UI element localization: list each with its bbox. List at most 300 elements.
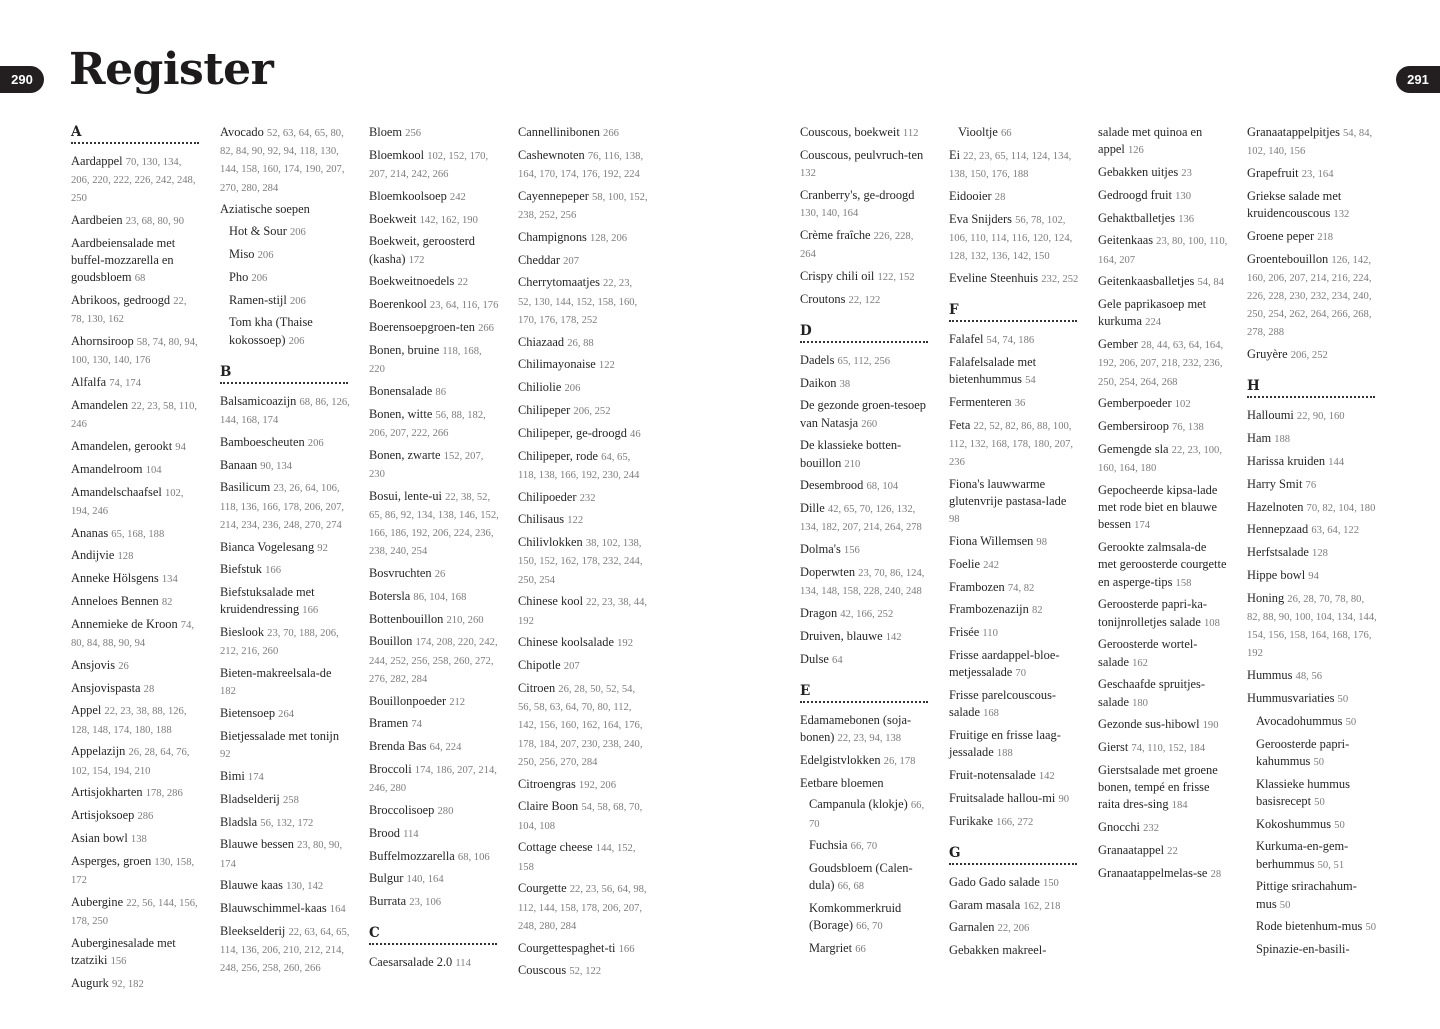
entry-page-numbers: 42, 65, 70, 126, 132, 134, 182, 207, 214, 264, 278 [800, 504, 922, 534]
entry-term: Biefstuksalade met kruidendressing [220, 585, 315, 617]
index-entry [518, 274, 648, 329]
entry-page-numbers: 210, 260 [446, 614, 484, 626]
entry-page-numbers: 112 [902, 128, 919, 139]
entry-term: Ramen-stijl [229, 292, 287, 307]
entry-term: Granaatappelpitjes [1247, 125, 1340, 139]
entry-page-numbers: 76 [1305, 479, 1317, 491]
entry-page-numbers: 52, 122 [569, 966, 602, 978]
index-entry [71, 657, 201, 675]
entry-page-numbers: 68, 104 [866, 481, 899, 493]
entry-page-numbers: 138 [130, 833, 147, 845]
entry-page-numbers: 166 [618, 943, 635, 955]
index-entry [369, 211, 499, 229]
index-entry [1098, 716, 1228, 734]
index-entry [71, 975, 201, 993]
entry-term: Geroosterde papri-ka-tonijnrolletjes salade [1098, 597, 1208, 629]
index-entry [1098, 124, 1228, 159]
entry-page-numbers: 126, 142, 160, 206, 207, 214, 216, 224, 226, 228, 230, 232, 234, 240, 250, 254, 262, 264, 266, 268, 278, 288 [1247, 254, 1372, 339]
index-entry [949, 270, 1079, 288]
entry-page-numbers: 162, 218 [1023, 900, 1061, 912]
index-entry [220, 836, 350, 872]
entry-page-numbers: 26, 28, 64, 76, 102, 154, 194, 210 [71, 747, 190, 777]
entry-page-numbers: 54, 58, 68, 70, 104, 108 [518, 802, 643, 832]
entry-page-numbers: 128 [117, 551, 134, 563]
entry-term: Frisse aardappel-bloe-metjessalade [949, 647, 1060, 680]
entry-page-numbers: 74, 82 [1007, 582, 1035, 594]
entry-page-numbers: 92, 182 [111, 978, 144, 990]
entry-page-numbers: 22, 206 [997, 923, 1030, 935]
entry-page-numbers: 132 [800, 168, 816, 179]
entry-term: Courgette [518, 881, 567, 896]
entry-page-numbers: 94 [175, 442, 186, 453]
entry-page-numbers: 206 [251, 272, 268, 284]
section-letter: A [71, 124, 199, 144]
entry-term: Groentebouillon [1247, 251, 1329, 266]
index-entry [949, 942, 1079, 959]
entry-term: Furikake [949, 813, 994, 828]
index-entry [369, 588, 499, 606]
entry-term: Campanula (klokje) [809, 797, 908, 812]
entry-term: Asperges, groen [71, 853, 152, 868]
section-letter: D [800, 323, 928, 343]
entry-term: Brenda Bas [369, 739, 427, 754]
index-entry [949, 579, 1079, 597]
entry-term: Gierstsalade met groene bonen, tempé en frisse raita dres-sing [1098, 762, 1218, 812]
entry-page-numbers: 82 [161, 596, 173, 608]
entry-page-numbers: 66, 70 [809, 800, 925, 830]
index-entry [949, 647, 1079, 682]
index-entry [800, 775, 930, 792]
entry-page-numbers: 286 [137, 811, 154, 823]
entry-term: Bleekselderij [220, 923, 286, 938]
index-entry [949, 874, 1079, 892]
entry-term: Harry Smit [1247, 476, 1303, 491]
index-entry [1098, 418, 1228, 436]
entry-term: Klassieke hummus basisrecept [1256, 776, 1350, 808]
index-entry [71, 547, 201, 565]
index-entry [1098, 210, 1228, 228]
index-entry [518, 534, 648, 589]
entry-page-numbers: 23, 80, 100, 110, 164, 207 [1098, 236, 1228, 266]
entry-page-numbers: 130, 158, 172 [71, 856, 195, 886]
index-entry [1247, 567, 1377, 585]
entry-page-numbers: 54, 74, 186 [986, 335, 1035, 346]
index-entry [800, 712, 930, 747]
entry-term: Edamamebonen (soja-bonen) [800, 712, 912, 744]
entry-page-numbers: 23, 70, 188, 206, 212, 216, 260 [220, 628, 339, 658]
entry-page-numbers: 50 [1337, 693, 1349, 705]
entry-page-numbers: 172 [408, 254, 425, 266]
index-subentry [800, 796, 930, 832]
entry-term: Gepocheerde kipsa-lade met rode biet en blauwe bessen [1098, 482, 1218, 532]
entry-term: Pittige srirachahum-mus [1256, 879, 1357, 911]
entry-term: Gele paprikasoep met kurkuma [1098, 297, 1207, 329]
entry-term: Hot & Sour [229, 224, 287, 239]
entry-term: Eva Snijders [949, 211, 1012, 226]
entry-term: Abrikoos, gedroogd [71, 293, 171, 308]
entry-page-numbers: 207 [563, 661, 580, 673]
entry-page-numbers: 206 [289, 295, 306, 307]
index-entry [949, 533, 1079, 551]
entry-term: Doperwten [800, 564, 856, 579]
entry-term: Tom kha (Thaise kokossoep) [229, 315, 313, 347]
index-entry [1247, 690, 1377, 708]
entry-term: Amandelen, gerookt [71, 439, 173, 453]
index-entry [1098, 739, 1228, 757]
index-entry [518, 124, 648, 142]
entry-term: Dulse [800, 651, 829, 666]
index-entry [220, 201, 350, 218]
entry-term: Blauwe kaas [220, 878, 283, 893]
index-subentry [220, 269, 350, 287]
entry-term: Bottenbouillon [369, 611, 444, 626]
index-entry [1247, 124, 1377, 160]
entry-page-numbers: 158 [1175, 577, 1192, 589]
entry-term: Geitenkaasballetjes [1098, 274, 1195, 289]
entry-page-numbers: 76, 138 [1172, 422, 1204, 434]
entry-page-numbers: 144, 152, 158 [518, 843, 636, 873]
section-letter: C [369, 925, 497, 945]
entry-term: Annemieke de Kroon [71, 616, 178, 631]
entry-page-numbers: 178, 286 [145, 788, 183, 800]
index-entry [1247, 453, 1377, 471]
entry-term: De gezonde groen-tesoep van Natasja [800, 398, 926, 430]
index-entry [220, 539, 350, 557]
entry-page-numbers: 23, 70, 86, 124, 134, 148, 158, 228, 240, 248 [800, 567, 925, 598]
index-entry [949, 331, 1079, 349]
entry-term: Gruyère [1247, 347, 1288, 362]
entry-term: Bonen, zwarte [369, 447, 441, 462]
entry-term: Bladselderij [220, 791, 280, 806]
entry-page-numbers: 23 [1181, 168, 1192, 179]
entry-page-numbers: 56, 132, 172 [260, 817, 314, 829]
entry-page-numbers: 26, 28, 70, 78, 80, 82, 88, 90, 100, 104, 134, 144, 154, 156, 158, 164, 168, 176, 192 [1247, 593, 1377, 660]
index-entry [949, 394, 1079, 412]
entry-page-numbers: 174, 208, 220, 242, 244, 252, 256, 258, 260, 272, 276, 282, 284 [369, 637, 498, 685]
index-entry [949, 727, 1079, 762]
index-entry [518, 880, 648, 935]
index-entry [220, 877, 350, 895]
entry-term: Couscous [518, 963, 567, 978]
entry-page-numbers: 56, 78, 102, 106, 110, 114, 116, 120, 124, 128, 132, 136, 142, 150 [949, 214, 1073, 262]
entry-term: Harissa kruiden [1247, 454, 1326, 468]
index-entry [369, 848, 499, 866]
entry-term: Gierst [1098, 740, 1129, 755]
index-subentry [220, 314, 350, 349]
entry-page-numbers: 128, 206 [589, 232, 628, 244]
index-entry [1247, 430, 1377, 448]
index-entry [369, 188, 499, 206]
entry-term: Daikon [800, 375, 837, 390]
entry-term: salade met quinoa en appel [1098, 125, 1203, 157]
entry-term: Honing [1247, 590, 1285, 605]
entry-term: Bloemkoolsoep [369, 188, 447, 203]
index-column-8 [1247, 124, 1377, 963]
entry-term: Bosvruchten [369, 565, 432, 580]
entry-term: Druiven, blauwe [800, 628, 883, 643]
index-entry [220, 768, 350, 786]
entry-term: Artisjoksoep [71, 808, 135, 823]
entry-page-numbers: 156 [843, 545, 860, 557]
entry-term: Gezonde sus-hibowl [1098, 717, 1200, 732]
index-entry [800, 375, 930, 393]
index-entry [1098, 232, 1228, 268]
index-entry [1247, 188, 1377, 223]
section-letter: H [1247, 378, 1375, 398]
index-entry [220, 434, 350, 452]
index-entry [949, 211, 1079, 266]
entry-page-numbers: 266 [478, 322, 494, 334]
index-entry [71, 374, 201, 392]
entry-page-numbers: 162 [1132, 657, 1148, 669]
entry-page-numbers: 242 [449, 191, 466, 203]
entry-page-numbers: 22, 38, 52, 65, 86, 92, 134, 138, 146, 152, 166, 186, 192, 206, 224, 236, 238, 240, 254 [369, 491, 499, 558]
entry-term: Goudsbloem (Calen-dula) [809, 861, 913, 893]
entry-term: Granaatappel [1098, 842, 1165, 857]
entry-page-numbers: 110 [982, 628, 998, 640]
entry-term: Eidooier [949, 188, 992, 203]
index-column-5 [800, 124, 930, 963]
index-entry [1098, 395, 1228, 413]
index-entry [1098, 762, 1228, 815]
entry-term: Asian bowl [71, 830, 128, 845]
entry-page-numbers: 166 [265, 565, 281, 577]
index-entry [518, 489, 648, 507]
entry-term: Frambozenazijn [949, 602, 1029, 617]
entry-page-numbers: 23, 80, 90, 174 [220, 840, 343, 870]
index-entry [369, 893, 499, 911]
index-entry [71, 935, 201, 970]
entry-page-numbers: 26 [434, 568, 446, 580]
index-subentry [800, 860, 930, 895]
index-entry [1247, 667, 1377, 685]
index-entry [369, 383, 499, 401]
entry-page-numbers: 54, 84 [1197, 277, 1224, 289]
entry-term: Gebakken makreel- [949, 943, 1047, 958]
index-entry [1247, 407, 1377, 425]
entry-page-numbers: 26, 88 [567, 337, 594, 349]
entry-term: Boekweitnoedels [369, 274, 455, 289]
index-entry [1098, 539, 1228, 592]
entry-term: Frisée [949, 625, 980, 640]
entry-page-numbers: 114 [403, 828, 419, 840]
entry-page-numbers: 26 [118, 660, 129, 672]
index-column-2 [220, 124, 350, 982]
entry-page-numbers: 134 [161, 574, 178, 586]
entry-term: Banaan [220, 457, 258, 472]
index-entry [1247, 251, 1377, 342]
entry-page-numbers: 28, 44, 63, 64, 164, 192, 206, 207, 218, 232, 236, 250, 254, 264, 268 [1098, 340, 1224, 388]
index-entry [518, 657, 648, 675]
entry-term: Buffelmozzarella [369, 848, 455, 863]
index-entry [71, 153, 201, 208]
index-entry [949, 354, 1079, 389]
index-entry [71, 397, 201, 433]
entry-term: Desembrood [800, 478, 864, 493]
index-entry [949, 188, 1079, 206]
index-subentry [1247, 816, 1377, 834]
entry-page-numbers: 136 [1178, 213, 1195, 225]
entry-page-numbers: 86 [435, 386, 447, 398]
index-entry [1098, 676, 1228, 711]
entry-term: Appelazijn [71, 744, 126, 759]
index-entry [369, 233, 499, 268]
entry-page-numbers: 212 [449, 696, 466, 708]
index-entry [949, 813, 1079, 831]
entry-page-numbers: 92 [317, 542, 328, 554]
entry-page-numbers: 132 [1333, 209, 1350, 220]
section-letter: E [800, 683, 928, 703]
entry-page-numbers: 22, 23, 38, 88, 126, 128, 148, 174, 180, 188 [71, 706, 187, 736]
index-entry [369, 124, 499, 142]
entry-term: Avocadohummus [1256, 713, 1343, 728]
section-letter: B [220, 364, 348, 384]
entry-term: Biefstuk [220, 562, 262, 577]
entry-page-numbers: 48, 56 [1295, 671, 1323, 683]
entry-page-numbers: 102, 194, 246 [71, 487, 184, 517]
entry-term: Bamboescheuten [220, 434, 305, 449]
entry-term: Gemberpoeder [1098, 396, 1172, 411]
index-entry [220, 900, 350, 918]
index-entry [1098, 336, 1228, 391]
entry-term: Pho [229, 269, 249, 284]
entry-page-numbers: 22 [1167, 845, 1178, 857]
entry-page-numbers: 23, 106 [409, 897, 442, 909]
entry-term: Foelie [949, 556, 980, 571]
index-entry [71, 525, 201, 543]
entry-term: Crème fraîche [800, 227, 871, 242]
entry-page-numbers: 64 [832, 654, 843, 666]
entry-page-numbers: 264 [278, 709, 295, 721]
entry-page-numbers: 122 [598, 360, 615, 372]
index-entry [949, 147, 1079, 183]
entry-page-numbers: 206 [564, 383, 581, 395]
entry-page-numbers: 266 [603, 128, 619, 139]
entry-term: Falafelsalade met bietenhummus [949, 354, 1037, 386]
entry-term: Andijvie [71, 548, 115, 563]
index-entry [949, 790, 1079, 808]
entry-page-numbers: 66, 68 [837, 881, 865, 893]
index-subentry [220, 223, 350, 241]
entry-term: Viooltje [958, 125, 998, 139]
entry-page-numbers: 38, 102, 138, 150, 152, 162, 178, 232, 244, 250, 254 [518, 538, 643, 586]
entry-page-numbers: 206, 252 [1290, 350, 1328, 362]
entry-page-numbers: 50 [1313, 756, 1325, 768]
index-subentry [1247, 776, 1377, 811]
index-entry [518, 776, 648, 794]
entry-term: Chipotle [518, 658, 561, 673]
index-entry [71, 570, 201, 588]
index-entry [518, 839, 648, 875]
entry-term: Aubergine [71, 894, 124, 909]
entry-term: Fermenteren [949, 394, 1012, 409]
entry-page-numbers: 280 [437, 805, 454, 817]
entry-page-numbers: 68, 86, 126, 144, 168, 174 [220, 396, 350, 426]
entry-term: Champignons [518, 229, 587, 244]
entry-term: Citroen [518, 680, 556, 695]
entry-term: Cashewnoten [518, 147, 585, 162]
entry-page-numbers: 232 [579, 492, 596, 504]
entry-page-numbers: 66 [1000, 128, 1012, 139]
index-entry [71, 702, 201, 738]
index-entry [949, 556, 1079, 574]
entry-page-numbers: 188 [1274, 434, 1291, 446]
index-entry [369, 488, 499, 561]
entry-term: Ananas [71, 525, 109, 540]
entry-term: Garnalen [949, 920, 995, 935]
index-entry [220, 479, 350, 534]
index-entry [220, 814, 350, 832]
index-entry [800, 752, 930, 770]
entry-term: Avocado [220, 125, 264, 139]
entry-page-numbers: 68, 106 [457, 851, 490, 863]
index-entry [518, 448, 648, 484]
entry-page-numbers: 86, 104, 168 [413, 591, 467, 603]
entry-page-numbers: 122 [567, 515, 584, 527]
entry-term: Herfstsalade [1247, 545, 1309, 560]
entry-term: Chinese kool [518, 594, 584, 609]
entry-term: Amandelen [71, 398, 129, 412]
entry-term: Chilipeper, rode [518, 448, 599, 463]
entry-term: Broccolisoep [369, 802, 435, 817]
entry-page-numbers: 174, 186, 207, 214, 246, 280 [369, 764, 497, 795]
entry-term: Amandelroom [71, 461, 143, 476]
entry-page-numbers: 174 [1134, 520, 1151, 532]
index-entry [518, 593, 648, 629]
entry-term: Geitenkaas [1098, 233, 1154, 248]
entry-page-numbers: 50 [1334, 819, 1345, 831]
entry-term: Hippe bowl [1247, 567, 1306, 582]
entry-page-numbers: 128 [1312, 548, 1328, 560]
index-entry [800, 605, 930, 623]
entry-term: Dolma's [800, 542, 841, 557]
entry-page-numbers: 142 [1038, 770, 1055, 782]
entry-term: Frambozen [949, 579, 1005, 594]
entry-page-numbers: 63, 64, 122 [1311, 525, 1360, 537]
index-entry [369, 611, 499, 629]
entry-page-numbers: 65, 112, 256 [837, 355, 891, 367]
entry-term: Brood [369, 825, 400, 840]
entry-term: Gedroogd fruit [1098, 187, 1172, 202]
entry-page-numbers: 46 [630, 428, 641, 440]
entry-term: Gemengde sla [1098, 441, 1169, 456]
entry-page-numbers: 102, 152, 170, 207, 214, 242, 266 [369, 150, 489, 180]
entry-term: Fruit-notensalade [949, 767, 1036, 782]
entry-page-numbers: 22, 23, 100, 160, 164, 180 [1098, 444, 1222, 475]
index-entry [71, 212, 201, 230]
index-entry [518, 511, 648, 529]
index-entry [71, 438, 201, 456]
entry-page-numbers: 184 [1171, 800, 1188, 812]
entry-term: Bonen, witte [369, 406, 433, 421]
index-entry [518, 634, 648, 652]
index-entry [369, 406, 499, 442]
index-entry [220, 728, 350, 763]
entry-page-numbers: 54 [1025, 375, 1036, 386]
entry-term: Gembersiroop [1098, 419, 1169, 434]
entry-page-numbers: 98 [1036, 537, 1047, 548]
entry-page-numbers: 38 [839, 378, 851, 390]
entry-page-numbers: 114 [455, 958, 471, 970]
index-entry [71, 894, 201, 930]
entry-page-numbers: 232 [1143, 823, 1159, 835]
index-entry [518, 147, 648, 183]
entry-page-numbers: 26, 28, 50, 52, 54, 56, 58, 63, 64, 70, 80, 112, 142, 156, 160, 162, 164, 176, 178, 184, 207, 230, 238, 240, 250, 256, 270, 284 [518, 683, 643, 768]
entry-page-numbers: 122, 152 [877, 271, 915, 283]
index-entry [518, 798, 648, 834]
entry-term: Fruitige en frisse laag-jessalade [949, 727, 1061, 760]
index-subentry [1247, 713, 1377, 731]
